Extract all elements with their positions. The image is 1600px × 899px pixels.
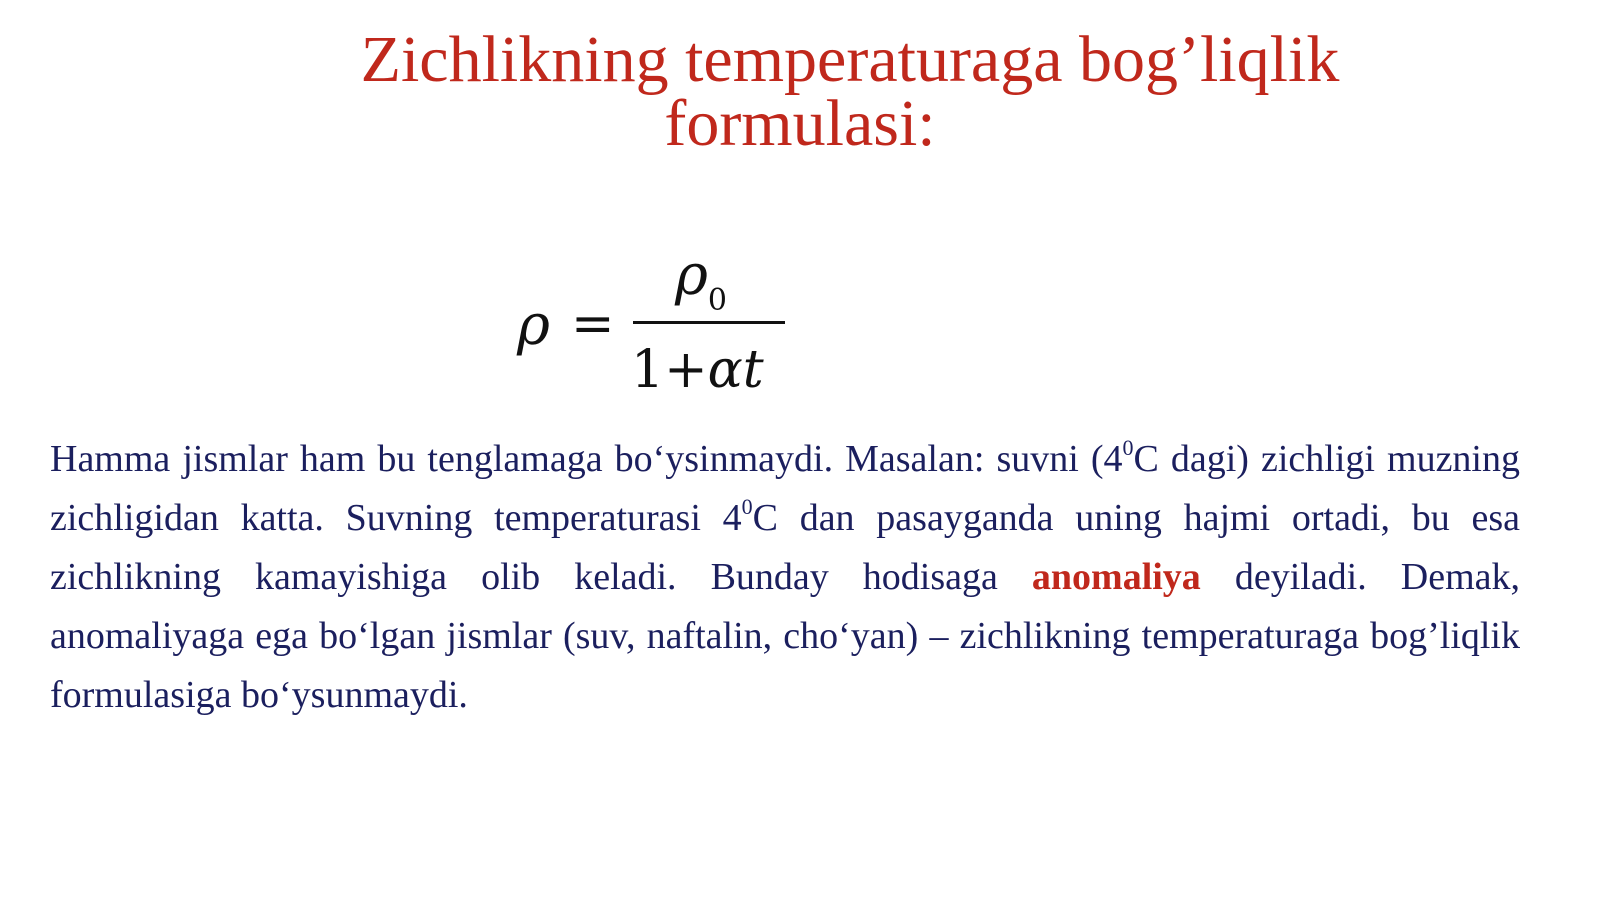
paragraph-part-4: deyiladi. Demak, anomaliyaga ega bo‘lgan jismlar (suv, naftalin, cho‘yan) – zichlikning temperaturaga bog’liqlik formulasiga bo‘ysunmaydi. [50, 556, 1520, 716]
body-paragraph [50, 430, 1520, 725]
denominator-plus: + [664, 340, 708, 400]
paragraph-part-3: C dan pasayganda uning hajmi ortadi, bu esa zichlikning kamayishiga olib keladi. Bunday hodisaga [50, 497, 1520, 598]
numerator-subscript: 0 [707, 283, 728, 319]
paragraph-part-2: C dagi) zichligi muzning zichligidan katta. Suvning temperaturasi 4 [50, 438, 1520, 539]
slide-title [300, 23, 1340, 160]
formula-lhs: ρ [517, 293, 550, 358]
highlight-term: anomaliya [1031, 556, 1201, 598]
formula-numerator [675, 243, 728, 327]
formula-denominator [631, 340, 764, 400]
degree-superscript-2: 0 [741, 494, 753, 520]
formula-equals: = [571, 294, 615, 354]
denominator-one: 1 [631, 340, 665, 400]
density-formula [505, 243, 805, 410]
paragraph-part-1: Hamma jismlar ham bu tenglamaga bo‘ysinmaydi. Masalan: suvni (4 [50, 438, 1123, 480]
denominator-var: αt [707, 340, 764, 400]
degree-superscript-1: 0 [1122, 435, 1134, 461]
title-line-1: Zichlikning temperaturaga bog’liqlik [360, 23, 1340, 96]
title-line-2: formulasi: [664, 87, 936, 160]
fraction-bar [633, 321, 785, 324]
numerator-symbol: ρ [675, 243, 708, 308]
